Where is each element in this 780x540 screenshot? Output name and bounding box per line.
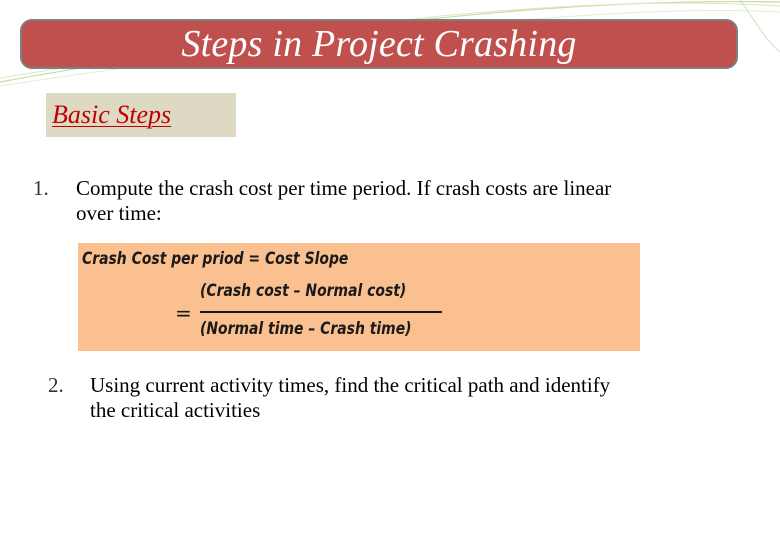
formula-line: Crash Cost per priod = Cost Slope bbox=[82, 249, 349, 269]
step-text: Using current activity times, find the critical path and identify the critical activities bbox=[90, 373, 611, 422]
formula-equals: = bbox=[175, 301, 192, 325]
subtitle: Basic Steps bbox=[52, 100, 172, 129]
step-item-2 bbox=[48, 373, 648, 425]
step-item-1 bbox=[33, 176, 653, 228]
subtitle-box bbox=[46, 93, 236, 137]
formula-denominator: (Normal time – Crash time) bbox=[200, 319, 412, 339]
page-title: Steps in Project Crashing bbox=[181, 23, 577, 65]
fraction-bar bbox=[200, 311, 442, 313]
title-bar bbox=[20, 19, 738, 69]
formula-numerator: (Crash cost – Normal cost) bbox=[200, 281, 407, 301]
step-number: 1. bbox=[33, 176, 49, 200]
step-text: Compute the crash cost per time period. If crash costs are linear over time: bbox=[76, 176, 612, 225]
formula-box bbox=[78, 243, 640, 351]
step-number: 2. bbox=[48, 373, 64, 397]
